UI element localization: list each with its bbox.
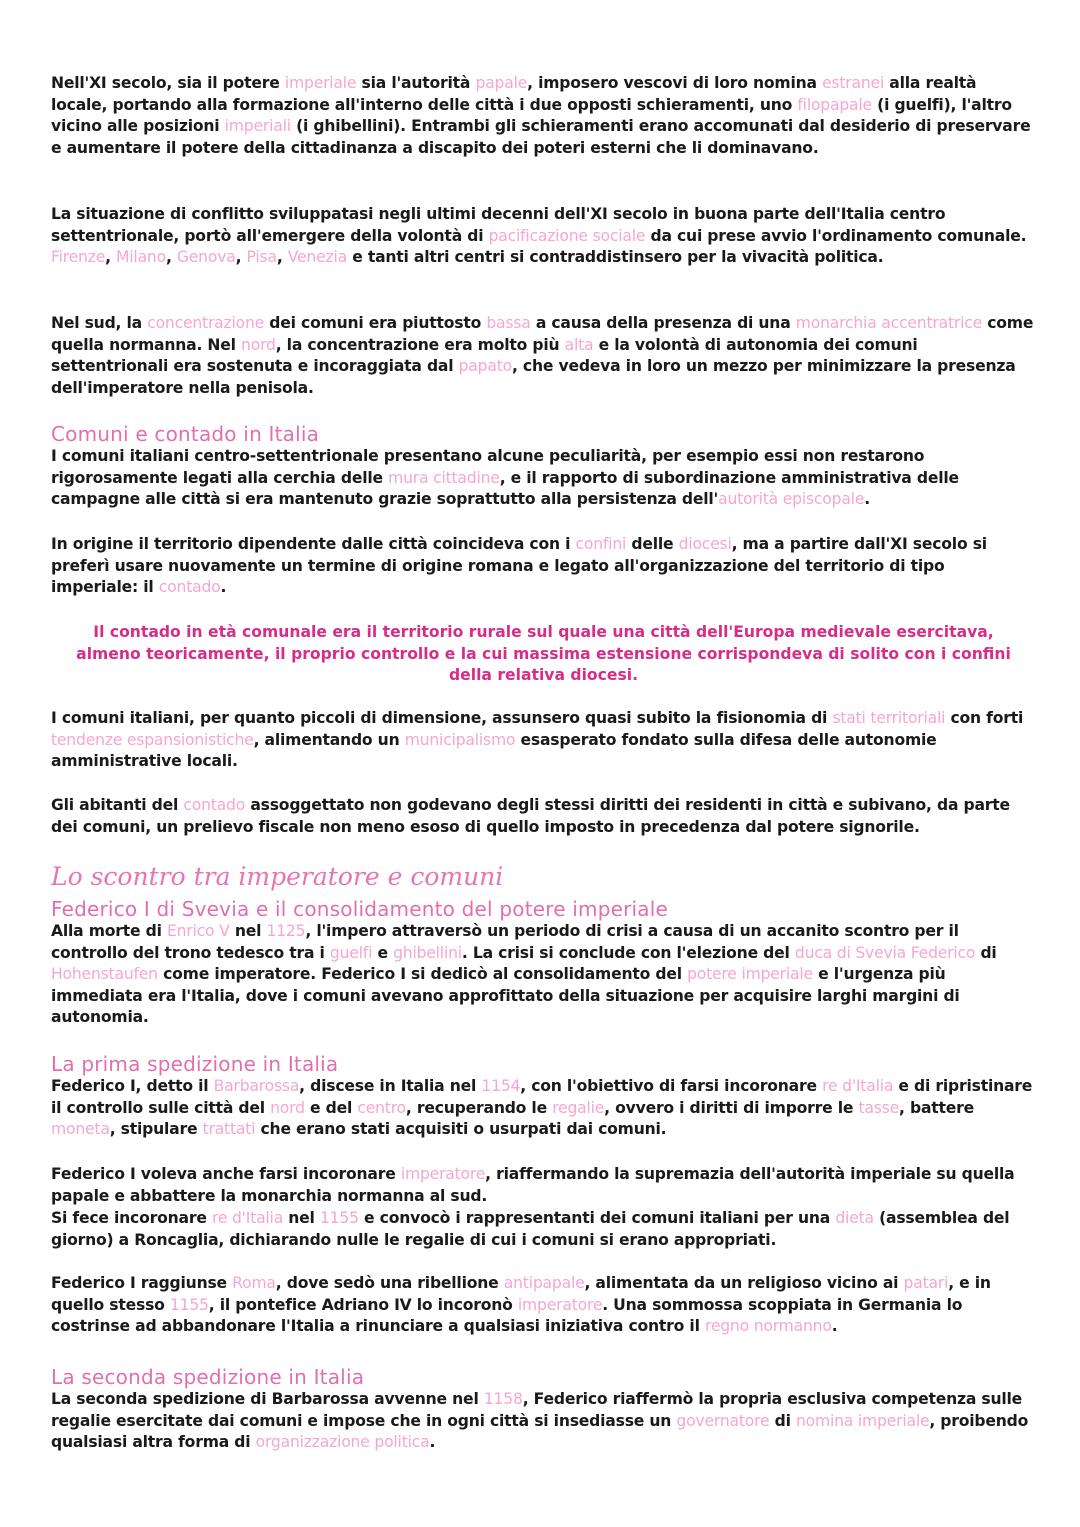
highlighted-term: bassa (486, 314, 531, 332)
text-run: sia l'autorità (356, 74, 476, 92)
highlighted-term: Barbarossa (213, 1077, 300, 1095)
text-run: (i ghibellini). Entrambi gli schieramenti erano accomunati dal desiderio di preservare e aumentare il potere della cittadinanza a discapito dei poteri esterni che li dominavano. (51, 117, 1031, 157)
highlighted-term: Venezia (287, 248, 347, 267)
text-run: Si fece incoronare (51, 1209, 212, 1227)
highlighted-term: concentrazione (147, 314, 265, 332)
highlighted-term: pacificazione sociale (488, 226, 646, 245)
text-run: , alimentando un (253, 730, 405, 749)
text-run: I comuni italiani, per quanto piccoli di dimensione, assunsero quasi subito la fisionomia di (51, 709, 833, 727)
highlighted-term: Milano (116, 248, 166, 267)
text-run: dei comuni era piuttosto (264, 314, 487, 332)
text-run: , imposero vescovi di loro nomina (527, 74, 823, 92)
highlighted-term: re d'Italia (822, 1077, 894, 1095)
highlighted-term: governatore (676, 1411, 770, 1430)
highlighted-term: moneta (51, 1120, 110, 1139)
text-run: assoggettato non godevano degli stessi diritti dei residenti in città e subivano, da parte dei comuni, un prelievo fiscale non meno esoso di quello imposto in precedenza dal potere signorile. (51, 796, 1010, 836)
highlighted-term: imperiali (224, 117, 291, 136)
highlighted-term: regno normanno (704, 1317, 832, 1336)
text-run: La situazione di conflitto sviluppatasi negli ultimi decenni dell'XI secolo in buona parte dell'Italia centro settentrionale, portò all'emergere della volontà di (51, 205, 946, 245)
text-run: e del (304, 1098, 358, 1117)
text-run: , (105, 248, 117, 267)
text-run: e (372, 943, 394, 962)
highlighted-term: diocesi (678, 535, 732, 553)
text-run: Federico I, detto il (51, 1077, 214, 1095)
text-run: La seconda spedizione di Barbarossa avvenne nel (51, 1390, 484, 1408)
highlighted-term: tasse (858, 1098, 900, 1117)
text-run: nel (229, 922, 267, 940)
highlighted-term: Pisa (246, 248, 277, 267)
text-run: Gli abitanti del (51, 796, 184, 814)
highlighted-term: 1158 (483, 1390, 523, 1408)
paragraph-barbarossa (51, 1076, 1036, 1141)
highlighted-term: guelfi (329, 943, 373, 962)
heading-comuni-contado: Comuni e contado in Italia (51, 422, 320, 446)
highlighted-term: municipalismo (404, 730, 516, 749)
text-run: , alimentata da un religioso vicino ai (584, 1274, 904, 1292)
highlighted-term: confini (575, 535, 627, 553)
highlighted-term: imperatore (400, 1165, 486, 1183)
text-run: e di ripristinare il controllo sulle città del (51, 1077, 1033, 1117)
heading-seconda-spedizione: La seconda spedizione in Italia (51, 1365, 365, 1389)
paragraph-peculiarita (51, 446, 1036, 511)
highlighted-term: Hohenstaufen (51, 965, 158, 984)
highlighted-term: re d'Italia (211, 1209, 284, 1227)
paragraph-stati-territoriali (51, 708, 1036, 773)
text-run: . (220, 578, 227, 597)
text-run: di (769, 1411, 796, 1430)
text-run: Federico I voleva anche farsi incoronare (51, 1165, 401, 1183)
highlighted-term: Enrico V (166, 922, 230, 940)
text-run: . Una sommossa scoppiata in Germania lo costrinse ad abbandonare l'Italia a rinunciare a qualsiasi iniziativa contro il (51, 1295, 963, 1336)
text-run: . (864, 490, 870, 509)
text-run: , ovvero i diritti di imporre le (604, 1098, 859, 1117)
paragraph-roncaglia (51, 1208, 1036, 1251)
text-run: , (165, 248, 177, 267)
highlighted-term: antipapale (503, 1274, 585, 1292)
text-run: . (831, 1317, 838, 1336)
text-run: , il pontefice Adriano IV lo incoronò (208, 1295, 518, 1314)
highlighted-term: nord (270, 1098, 305, 1117)
highlighted-term: 1155 (169, 1295, 209, 1314)
highlighted-term: regalie (552, 1098, 605, 1117)
text-run: Nel sud, la (51, 314, 148, 332)
text-run: , stipulare (109, 1120, 203, 1139)
paragraph-pacificazione (51, 204, 1036, 269)
highlighted-term: 1155 (319, 1209, 359, 1227)
highlighted-term: centro (357, 1098, 406, 1117)
paragraph-sud-nord (51, 313, 1036, 399)
paragraph-crisi-impero (51, 921, 1036, 1029)
highlighted-term: nord (241, 335, 276, 354)
text-run: (i guelfi), l'altro vicino alle posizioni (51, 95, 1012, 136)
highlighted-term: patari (903, 1274, 949, 1292)
text-run: (assemblea del giorno) a Roncaglia, dichiarando nulle le regalie di cui i comuni si erano appropriati. (51, 1209, 1010, 1249)
text-run: come quella normanna. Nel (51, 314, 1034, 354)
paragraph-imperatore (51, 1164, 1036, 1207)
highlighted-term: organizzazione politica (255, 1433, 430, 1452)
text-run: , recuperando le (405, 1098, 553, 1117)
text-run: nel (283, 1209, 320, 1227)
text-run: , l'impero attraversò un periodo di crisi a causa di un accanito scontro per il controllo del trono tedesco tra i (51, 922, 959, 962)
text-run: , ma a partire dall'XI secolo si preferì usare nuovamente un termine di origine romana e legato all'organizzazione del territorio di tipo imperiale: il (51, 535, 987, 597)
highlighted-term: mura cittadine (388, 468, 500, 487)
highlighted-term: ghibellini (393, 943, 462, 962)
text-run: . (429, 1433, 436, 1452)
highlighted-term: filopapale (797, 95, 872, 114)
contado-definition: Il contado in età comunale era il territorio rurale sul quale una città dell'Europa medievale esercitava, almeno teoricamente, il proprio controllo e la cui massima estensione corrispondeva di solito con i confini della relativa diocesi. (76, 623, 1011, 685)
text-run: , la concentrazione era molto più (275, 335, 565, 354)
paragraph-seconda-spedizione (51, 1389, 1036, 1454)
text-run: , battere (899, 1098, 975, 1117)
section-title-scontro: Lo scontro tra imperatore e comuni (51, 862, 504, 891)
paragraph-guelfi-ghibellini (51, 73, 1036, 159)
highlighted-term: 1154 (481, 1077, 521, 1095)
highlighted-term: contado (183, 796, 246, 814)
text-run: , Federico riaffermò la propria esclusiva competenza sulle regalie esercitate dai comuni e impose che in ogni città si insediasse un (51, 1390, 1023, 1430)
text-run: e convocò i rappresentanti dei comuni italiani per una (358, 1209, 836, 1227)
highlighted-term: potere imperiale (687, 965, 813, 984)
highlighted-term: imperatore (517, 1295, 603, 1314)
highlighted-term: monarchia accentratrice (795, 314, 982, 332)
highlighted-term: contado (158, 578, 221, 597)
text-run: esasperato fondato sulla difesa delle autonomie amministrative locali. (51, 730, 937, 771)
highlighted-term: autorità episcopale (718, 490, 865, 509)
text-run: Federico I raggiunse (51, 1274, 233, 1292)
text-run: a causa della presenza di una (530, 314, 796, 332)
highlighted-term: nomina imperiale (795, 1411, 930, 1430)
highlighted-term: dieta (835, 1209, 874, 1227)
text-run: , (235, 248, 247, 267)
heading-prima-spedizione: La prima spedizione in Italia (51, 1052, 339, 1076)
highlighted-term: papale (475, 74, 528, 92)
text-run: I comuni italiani centro-settentrionale presentano alcune peculiarità, per esempio essi non restarono rigorosamente legati alla cerchia delle (51, 447, 925, 487)
text-run: , proibendo qualsiasi altra forma di (51, 1411, 1029, 1452)
text-run: In origine il territorio dipendente dalle città coincideva con i (51, 535, 576, 553)
paragraph-abitanti-contado (51, 795, 1036, 838)
text-run: , e in quello stesso (51, 1274, 991, 1314)
text-run: , e il rapporto di subordinazione amministrativa delle campagne alle città si era mantenuto grazie soprattutto alla persistenza dell' (51, 468, 959, 509)
text-run: e l'urgenza più immediata era l'Italia, dove i comuni avevano approfittato della situazione per acquisire larghi margini di autonomia. (51, 965, 960, 1027)
text-run: e tanti altri centri si contraddistinsero per la vivacità politica. (346, 248, 884, 267)
text-run: Alla morte di (51, 922, 167, 940)
highlighted-term: estranei (822, 74, 885, 92)
highlighted-term: trattati (202, 1120, 256, 1139)
highlighted-term: papato (458, 357, 512, 376)
text-run: , riaffermando la supremazia dell'autorità imperiale su quella papale e abbattere la monarchia normanna al sud. (51, 1165, 1015, 1205)
text-run: che erano stati acquisiti o usurpati dai comuni. (255, 1120, 667, 1139)
text-run: , (276, 248, 288, 267)
paragraph-contado-origine (51, 534, 1036, 599)
highlighted-term: alta (564, 335, 594, 354)
paragraph-roma (51, 1273, 1036, 1338)
text-run: , che vedeva in loro un mezzo per minimizzare la presenza dell'imperatore nella penisola. (51, 357, 1016, 397)
text-run: come imperatore. Federico I si dedicò al consolidamento del (157, 965, 688, 984)
highlighted-term: tendenze espansionistiche (51, 730, 254, 749)
text-run: , discese in Italia nel (299, 1077, 482, 1095)
highlighted-term: stati territoriali (832, 709, 946, 727)
highlighted-term: 1125 (266, 922, 306, 940)
heading-federico-svevia: Federico I di Svevia e il consolidamento del potere imperiale (51, 897, 669, 921)
text-run: con forti (945, 709, 1024, 727)
text-run: alla realtà locale, portando alla formazione all'interno delle città i due opposti schieramenti, uno (51, 74, 977, 114)
text-run: di (975, 943, 997, 962)
text-run: delle (626, 535, 679, 553)
text-run: , con l'obiettivo di farsi incoronare (520, 1077, 823, 1095)
highlighted-term: Roma (232, 1274, 276, 1292)
highlighted-term: duca di Svevia Federico (794, 943, 976, 962)
text-run: da cui prese avvio l'ordinamento comunale. (645, 226, 1027, 245)
highlighted-term: imperiale (284, 74, 357, 92)
highlighted-term: Firenze (51, 248, 106, 267)
text-run: . La crisi si conclude con l'elezione del (461, 943, 795, 962)
highlighted-term: Genova (176, 248, 236, 267)
text-run: , dove sedò una ribellione (275, 1274, 504, 1292)
text-run: e la volontà di autonomia dei comuni settentrionali era sostenuta e incoraggiata dal (51, 335, 918, 376)
text-run: Nell'XI secolo, sia il potere (51, 74, 285, 92)
